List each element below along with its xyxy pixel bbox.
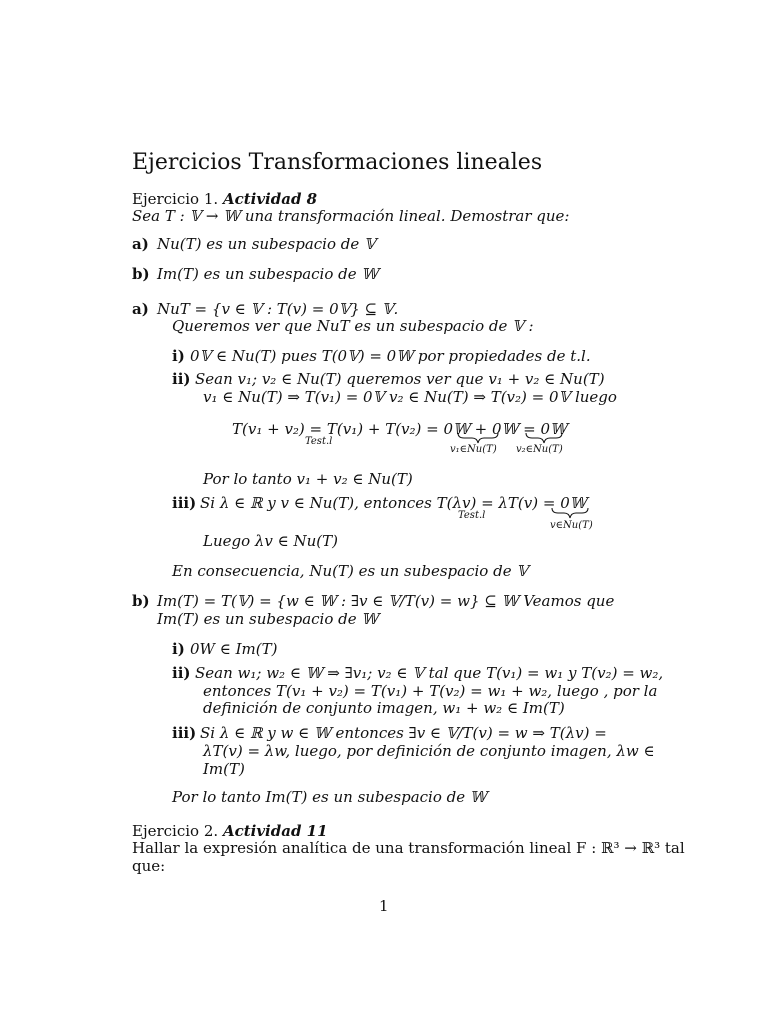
question-a-text: Nu(T) es un subespacio de 𝕍	[157, 235, 376, 253]
answer-a-ii-equation-note: Test.l	[305, 436, 333, 447]
page-number: 1	[379, 897, 389, 915]
answer-a-iii-conclusion: Luego λv ∈ Nu(T)	[203, 532, 339, 550]
answer-b-iii-line2: λT(v) = λw, luego, por definición de conjunto imagen, λw ∈	[203, 742, 655, 760]
answer-b-iii-label: iii)	[172, 724, 197, 742]
answer-a-iii-label: iii)	[172, 494, 197, 512]
answer-a-i-label: i)	[172, 347, 185, 365]
answer-b-ii-line1: Sean w₁; w₂ ∈ 𝕎 ⇒ ∃v₁; v₂ ∈ 𝕍 tal que T(v₁) = w₁ y T(v₂) = w₂,	[195, 664, 664, 682]
exercise-2-line1: Hallar la expresión analítica de una transformación lineal F : ℝ³ → ℝ³ tal	[132, 839, 685, 857]
answer-b-iii-line3: Im(T)	[203, 760, 245, 778]
answer-a-ii-label: ii)	[172, 370, 191, 388]
answer-b-label: b)	[132, 592, 150, 610]
question-a-label: a)	[132, 235, 149, 253]
answer-a-ii-equation: T(v₁ + v₂) = T(v₁) + T(v₂) = 0𝕎 + 0𝕎 = 0𝕎	[232, 420, 567, 438]
answer-b-ii-label: ii)	[172, 664, 191, 682]
answer-a-iii-brace-label: v∈Nu(T)	[550, 520, 593, 531]
underbrace-2	[526, 433, 562, 443]
exercise-1-statement: Sea T : 𝕍 → 𝕎 una transformación lineal. Demostrar que:	[132, 207, 570, 225]
answer-b-ii-line2: entonces T(v₁ + v₂) = T(v₁) + T(v₂) = w₁ + w₂, luego , por la	[203, 682, 658, 700]
question-b-label: b)	[132, 265, 150, 283]
exercise-2-label: Ejercicio 2.	[132, 822, 219, 840]
answer-b-iii-line1: Si λ ∈ ℝ y w ∈ 𝕎 entonces ∃v ∈ 𝕍/T(v) = w ⇒ T(λv) =	[200, 724, 607, 742]
answer-a-label: a)	[132, 300, 149, 318]
answer-b-i-text: 0W ∈ Im(T)	[190, 640, 278, 658]
answer-a-ii-line1: Sean v₁; v₂ ∈ Nu(T) queremos ver que v₁ + v₂ ∈ Nu(T)	[195, 370, 605, 388]
question-b-text: Im(T) es un subespacio de 𝕎	[157, 265, 379, 283]
exercise-2-activity: Actividad 11	[222, 822, 328, 840]
exercise-2-header	[132, 822, 328, 840]
underbrace-1	[458, 433, 498, 443]
exercise-2-line2: que:	[132, 857, 166, 875]
answer-a-goal: Queremos ver que NuT es un subespacio de 𝕍 :	[172, 317, 534, 335]
answer-b-definition-line1: Im(T) = T(𝕍) = {w ∈ 𝕎 : ∃v ∈ 𝕍/T(v) = w} ⊆ 𝕎 Veamos que	[157, 592, 615, 610]
answer-a-ii-line2: v₁ ∈ Nu(T) ⇒ T(v₁) = 0𝕍 v₂ ∈ Nu(T) ⇒ T(v₂) = 0𝕍 luego	[203, 388, 617, 406]
exercise-1-label: Ejercicio 1.	[132, 190, 219, 208]
answer-a-ii-conclusion: Por lo tanto v₁ + v₂ ∈ Nu(T)	[203, 470, 413, 488]
answer-b-definition-line2: Im(T) es un subespacio de 𝕎	[157, 610, 379, 628]
answer-a-ii-brace-label-2: v₂∈Nu(T)	[516, 444, 563, 455]
answer-a-iii-text: Si λ ∈ ℝ y v ∈ Nu(T), entonces T(λv) = λT(v) = 0𝕎	[200, 494, 587, 512]
answer-b-ii-line3: definición de conjunto imagen, w₁ + w₂ ∈ Im(T)	[203, 699, 565, 717]
answer-a-ii-brace-label-1: v₁∈Nu(T)	[450, 444, 497, 455]
answer-a-iii-note: Test.l	[458, 510, 486, 521]
exercise-1-activity: Actividad 8	[222, 190, 318, 208]
answer-a-i-text: 0𝕍 ∈ Nu(T) pues T(0𝕍) = 0𝕎 por propiedades de t.l.	[190, 347, 591, 365]
answer-a-definition: NuT = {v ∈ 𝕍 : T(v) = 0𝕍} ⊆ 𝕍.	[157, 300, 399, 318]
page-title: Ejercicios Transformaciones lineales	[132, 150, 543, 175]
answer-b-i-label: i)	[172, 640, 185, 658]
answer-a-conclusion: En consecuencia, Nu(T) es un subespacio de 𝕍	[172, 562, 528, 580]
answer-b-conclusion: Por lo tanto Im(T) es un subespacio de 𝕎	[172, 788, 487, 806]
